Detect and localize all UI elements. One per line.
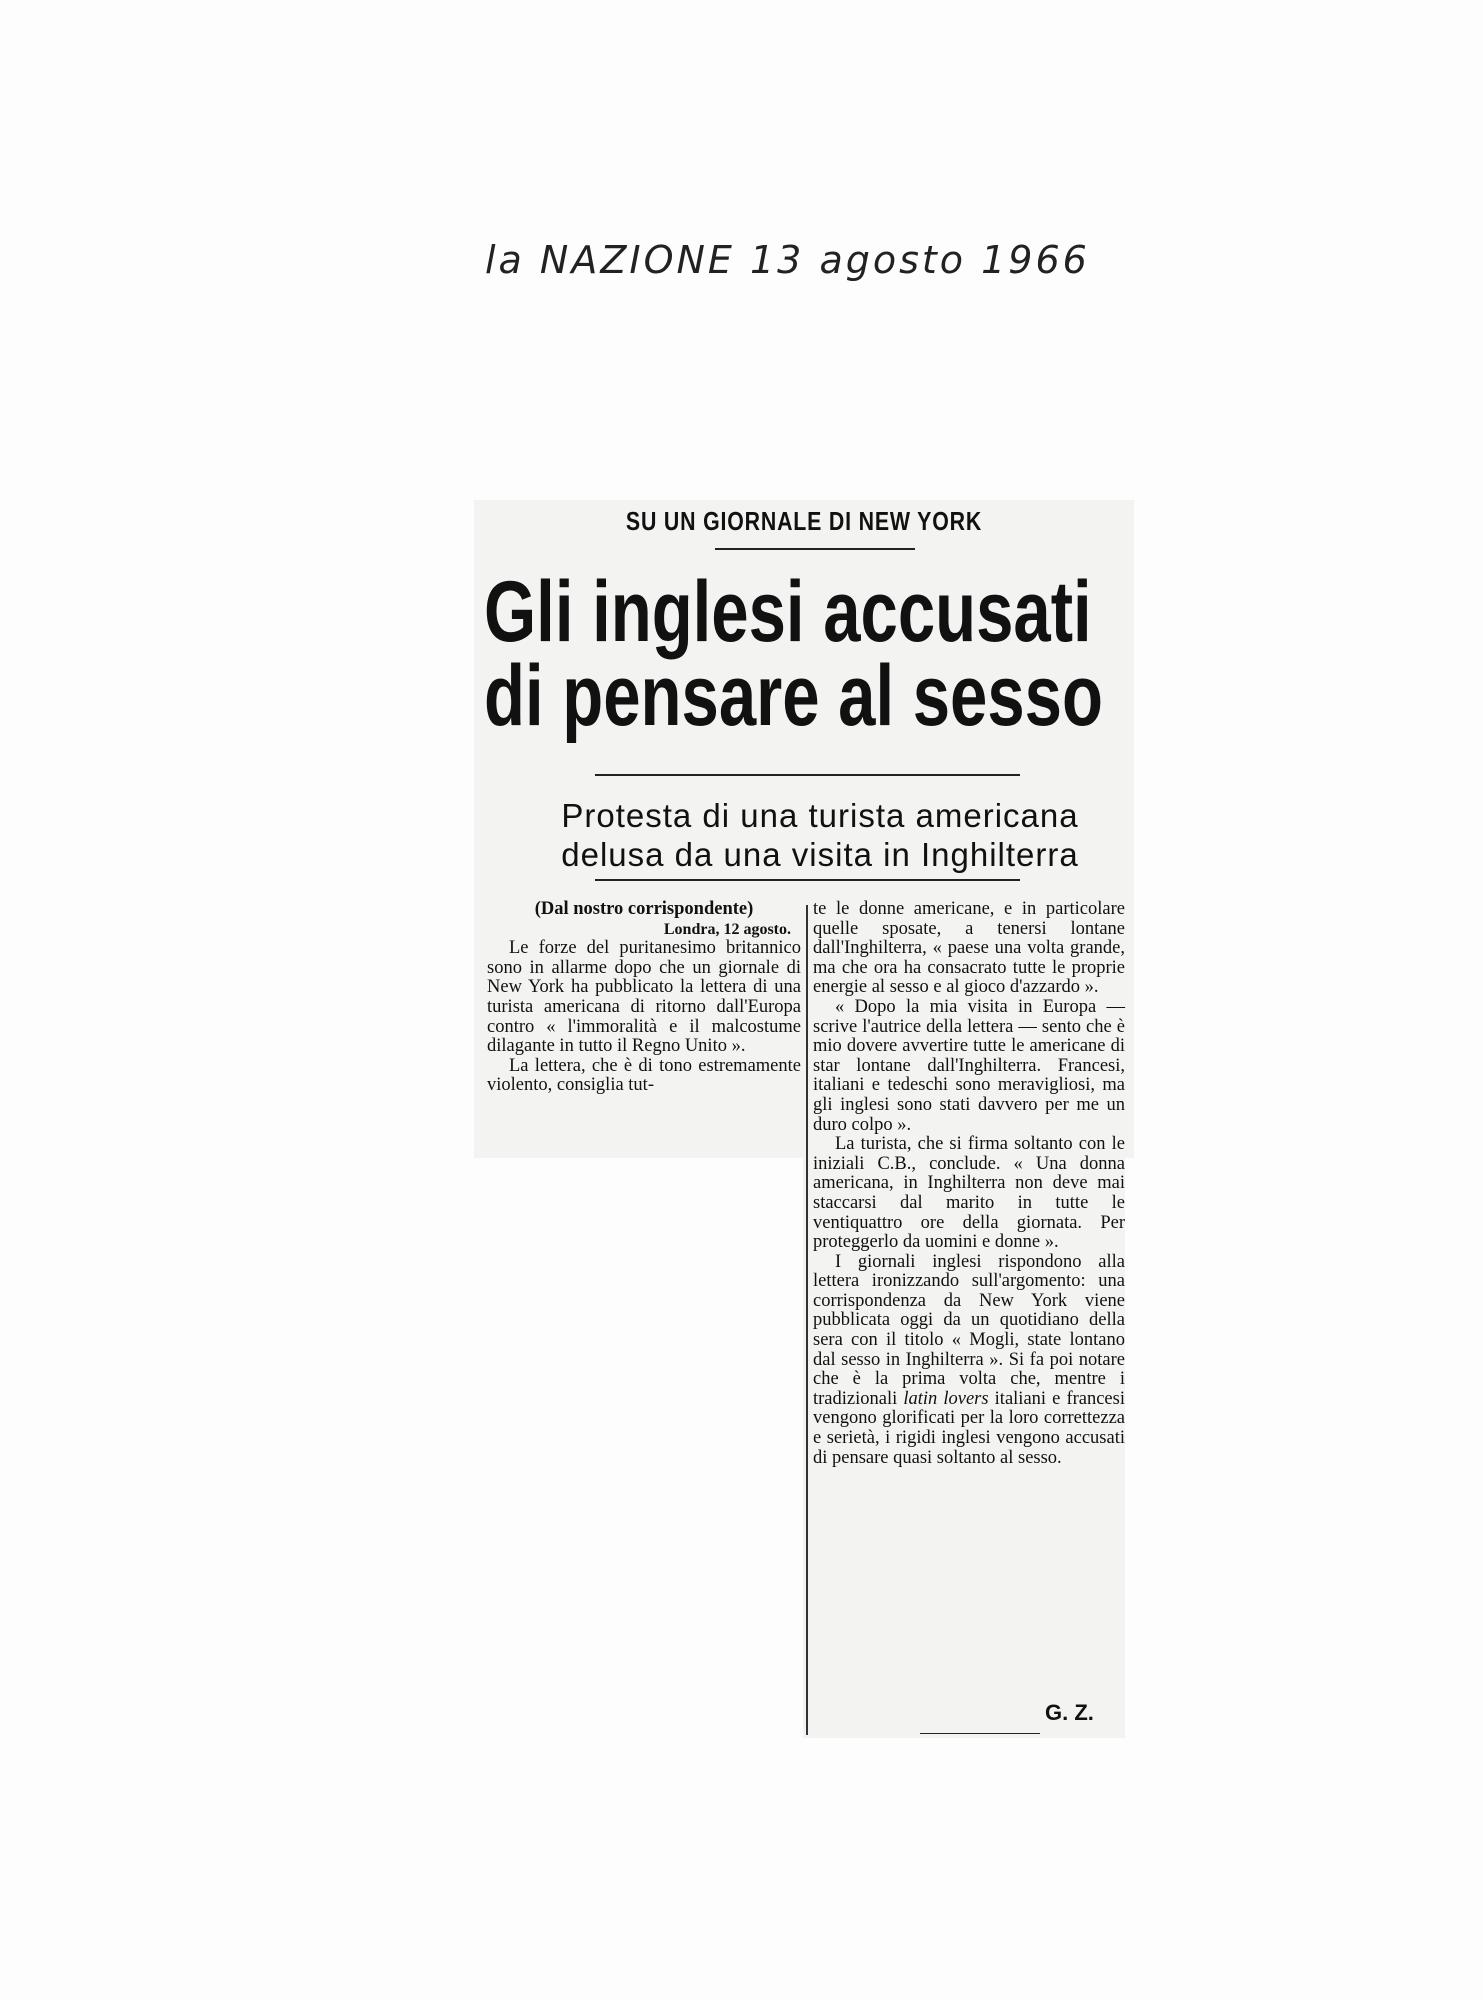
italic-phrase: latin lovers (903, 1388, 989, 1409)
kicker: SU UN GIORNALE DI NEW YORK (625, 506, 983, 536)
paragraph: Le forze del puritanesimo britannico sono in allarme dopo che un giornale di New York ha pubblicato la lettera di una turista americana di ritorno dall'Europa contro « l'immoralità e il malcostume dilagante in tutto il Regno Unito ». (487, 938, 801, 1057)
subhead-line-2: delusa da una visita in Inghilterra (561, 836, 1079, 873)
headline (484, 564, 1103, 744)
subheadline (520, 796, 1120, 874)
paragraph: « Dopo la mia visita in Europa — scrive l'autrice della lettera — sento che è mio dovere avvertire tutte le americane di star lontane dall'Inghilterra. Francesi, italiani e tedeschi sono meravigliosi, ma gli inglesi sono stati davvero per me un duro colpo ». (813, 996, 1125, 1135)
divider (595, 879, 1020, 881)
column-rule (806, 905, 808, 1735)
paragraph: La lettera, che è di tono estremamente violento, consiglia tut- (487, 1055, 801, 1096)
signature: G. Z. (1045, 1700, 1094, 1725)
article-column-left (487, 900, 801, 1096)
byline: (Dal nostro corrispondente) (534, 899, 754, 919)
paragraph-text: I giornali inglesi rispondono alla lettera ironizzando sull'argomento: una corrispondenza da New York viene pubblicata oggi da un quotidiano della sera con il titolo « Mogli, state lontano dal sesso in Inghilterra ». Si fa poi notare che è la prima volta che, mentre i tradizionali (813, 1251, 1125, 1409)
divider (715, 548, 915, 550)
divider (595, 774, 1020, 776)
headline-line-1: Gli inglesi accusati (484, 564, 1092, 660)
divider (920, 1733, 1040, 1734)
article-column-right (813, 900, 1125, 1468)
paragraph (813, 1253, 1125, 1469)
paragraph: te le donne americane, e in particolare quelle sposate, a tenersi lontane dall'Inghilterra, « paese una volta grande, ma che ora ha consacrato tutte le proprie energie al sesso e al gioco d'azzardo ». (813, 899, 1125, 998)
headline-line-2: di pensare al sesso (484, 648, 1103, 744)
dateline: Londra, 12 agosto. (663, 920, 791, 938)
subhead-line-1: Protesta di una turista americana (561, 797, 1079, 834)
handwritten-annotation: la NAZIONE 13 agosto 1966 (485, 238, 1090, 282)
paragraph-text: italiani e francesi vengono glorificati per la loro correttezza e serietà, i rigidi inglesi vengono accusati di pensare quasi soltanto al sesso. (813, 1388, 1125, 1468)
paragraph: La turista, che si firma soltanto con le iniziali C.B., conclude. « Una donna americana, in Inghilterra non deve mai staccarsi dal marito in tutte le ventiquattro ore della giornata. Per proteggerlo da uomini e donne ». (813, 1134, 1125, 1253)
